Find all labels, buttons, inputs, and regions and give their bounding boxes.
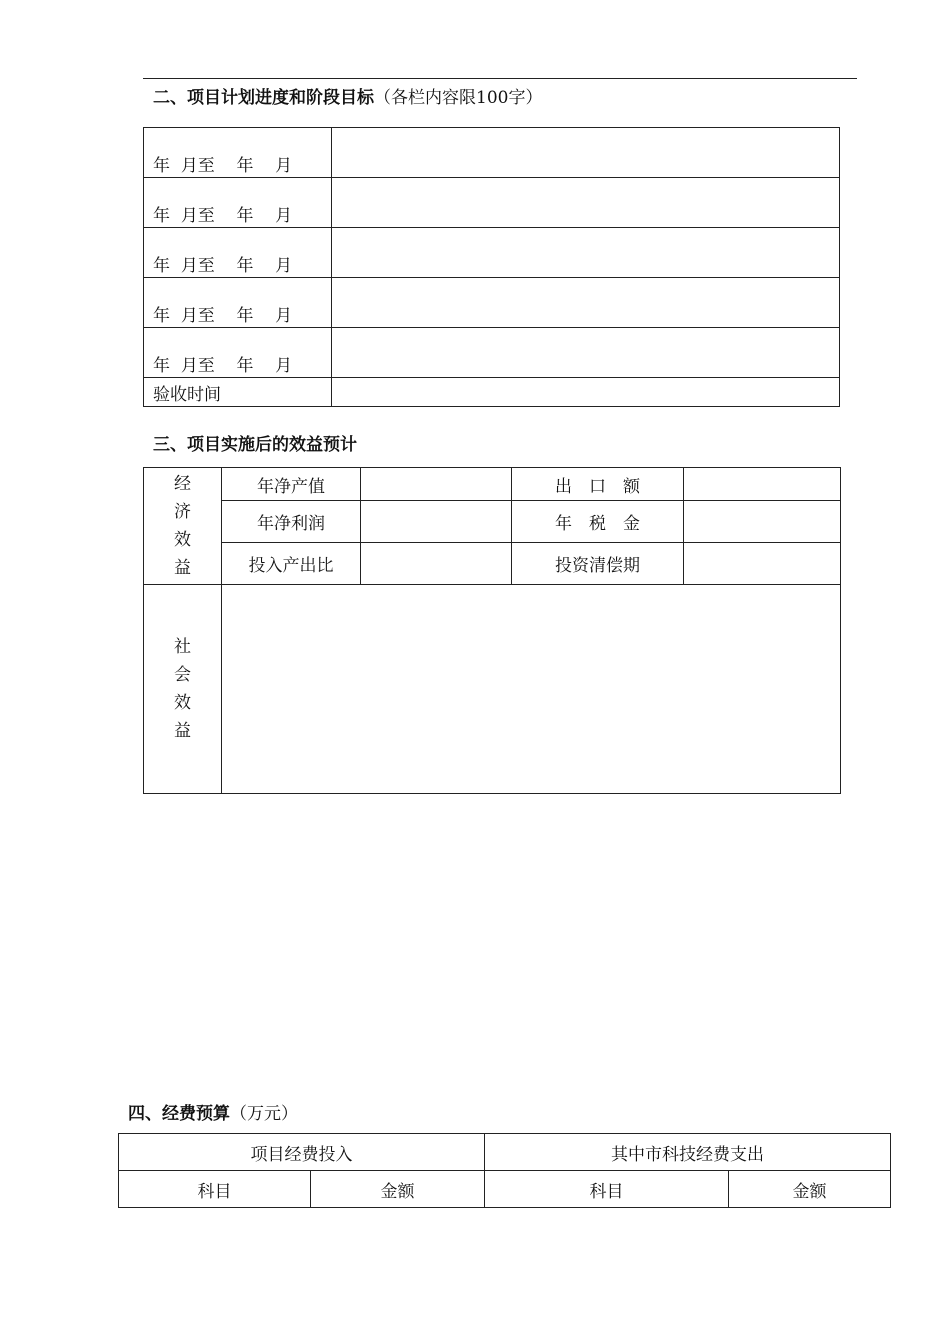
section4-heading	[128, 1099, 298, 1124]
benefit-row	[144, 501, 841, 543]
period-label: 年 月至 年 月	[144, 178, 332, 228]
economic-benefit-label: 经 济 效 益	[144, 468, 222, 585]
export-label: 出 口 额	[512, 468, 684, 501]
schedule-table	[143, 127, 840, 407]
payback-value[interactable]	[684, 543, 841, 585]
budget-header-row	[119, 1134, 891, 1171]
period-goal-cell[interactable]	[332, 328, 840, 378]
io-ratio-label: 投入产出比	[222, 543, 361, 585]
acceptance-row	[144, 378, 840, 407]
period-label: 年 月至 年 月	[144, 128, 332, 178]
annual-tax-label: 年 税 金	[512, 501, 684, 543]
section3-heading	[153, 430, 357, 455]
annual-profit-value[interactable]	[361, 501, 512, 543]
export-value[interactable]	[684, 468, 841, 501]
invest-subject-header: 科目	[119, 1171, 311, 1208]
period-label: 年 月至 年 月	[144, 278, 332, 328]
period-goal-cell[interactable]	[332, 178, 840, 228]
period-goal-cell[interactable]	[332, 228, 840, 278]
period-label: 年 月至 年 月	[144, 228, 332, 278]
schedule-row	[144, 278, 840, 328]
section2-note: （各栏内容限100字）	[374, 88, 543, 108]
annual-output-value[interactable]	[361, 468, 512, 501]
social-benefit-row	[144, 585, 841, 794]
period-goal-cell[interactable]	[332, 278, 840, 328]
acceptance-value-cell[interactable]	[332, 378, 840, 407]
annual-output-label: 年净产值	[222, 468, 361, 501]
annual-profit-label: 年净利润	[222, 501, 361, 543]
benefit-row	[144, 468, 841, 501]
acceptance-label: 验收时间	[144, 378, 332, 407]
invest-amount-header: 金额	[311, 1171, 485, 1208]
io-ratio-value[interactable]	[361, 543, 512, 585]
budget-subheader-row	[119, 1171, 891, 1208]
benefit-row	[144, 543, 841, 585]
schedule-row	[144, 128, 840, 178]
invest-header: 项目经费投入	[119, 1134, 485, 1171]
annual-tax-value[interactable]	[684, 501, 841, 543]
section3-title: 三、项目实施后的效益预计	[153, 435, 357, 455]
section4-unit: （万元）	[230, 1104, 298, 1124]
period-label: 年 月至 年 月	[144, 328, 332, 378]
benefits-table	[143, 467, 841, 794]
budget-table	[118, 1133, 891, 1208]
header-rule	[143, 78, 857, 79]
social-benefit-value[interactable]	[222, 585, 841, 794]
section2-heading	[153, 83, 542, 108]
schedule-row	[144, 228, 840, 278]
schedule-row	[144, 328, 840, 378]
payback-label: 投资清偿期	[512, 543, 684, 585]
city-subject-header: 科目	[485, 1171, 729, 1208]
city-expense-header: 其中市科技经费支出	[485, 1134, 891, 1171]
section2-title: 二、项目计划进度和阶段目标	[153, 88, 374, 108]
section4-title: 四、经费预算	[128, 1104, 230, 1124]
period-goal-cell[interactable]	[332, 128, 840, 178]
social-benefit-label: 社 会 效 益	[144, 585, 222, 794]
schedule-row	[144, 178, 840, 228]
city-amount-header: 金额	[729, 1171, 891, 1208]
